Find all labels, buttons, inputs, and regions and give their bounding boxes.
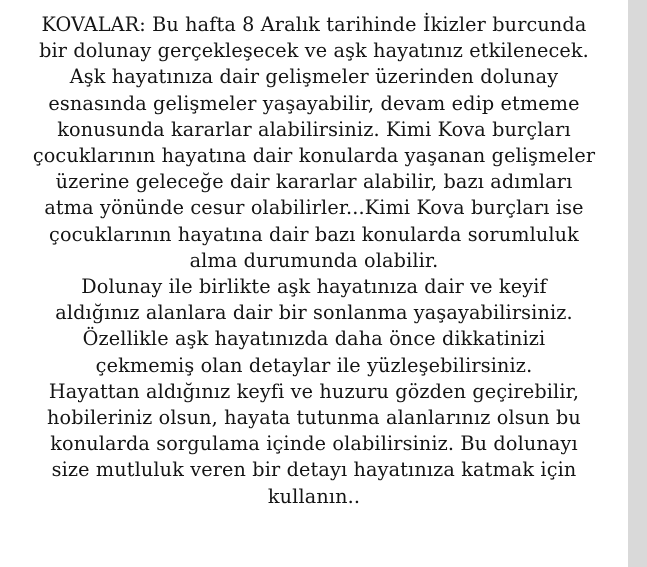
page-margin (628, 0, 647, 567)
text-line: konularda sorgulama içinde olabilirsiniz. Bu dolunayı (50, 432, 578, 456)
text-line: esnasında gelişmeler yaşayabilir, devam edip etmeme (48, 91, 580, 115)
text-line: çocuklarının hayatına dair konularda yaşanan gelişmeler (32, 144, 596, 168)
text-line: Özellikle aşk hayatınızda daha önce dikkatinizi (82, 327, 546, 351)
text-line: hobileriniz olsun, hayata tutunma alanlarınız olsun bu (47, 406, 581, 430)
text-line: çekmemiş olan detaylar ile yüzleşebilirsiniz. (95, 353, 533, 377)
text-line: Dolunay ile birlikte aşk hayatınıza dair ve keyif (81, 275, 547, 299)
text-line: KOVALAR: Bu hafta 8 Aralık tarihinde İkizler burcunda (41, 13, 587, 36)
text-line: kullanın.. (267, 484, 361, 508)
text-line: çocuklarının hayatına dair bazı konularda sorumluluk (49, 222, 579, 246)
text-line: bir dolunay gerçekleşecek ve aşk hayatınız etkilenecek. (39, 39, 589, 63)
text-line: üzerine geleceğe dair kararlar alabilir, bazı adımları (55, 170, 573, 194)
text-line: konusunda kararlar alabilirsiniz. Kimi Kova burçları (57, 117, 571, 141)
text-line: size mutluluk veren bir detayı hayatınıza katmak için (51, 458, 577, 482)
text-line: Hayattan aldığınız keyfi ve huzuru gözden geçirebilir, (48, 379, 580, 403)
text-line: Aşk hayatınıza dair gelişmeler üzerinden dolunay (69, 65, 559, 89)
text-line: atma yönünde cesur olabilirler...Kimi Kova burçları ise (44, 196, 584, 220)
horoscope-text (0, 12, 628, 510)
text-line: aldığınız alanlara dair bir sonlanma yaşayabilirsiniz. (55, 301, 573, 325)
text-line: alma durumunda olabilir. (189, 248, 439, 272)
